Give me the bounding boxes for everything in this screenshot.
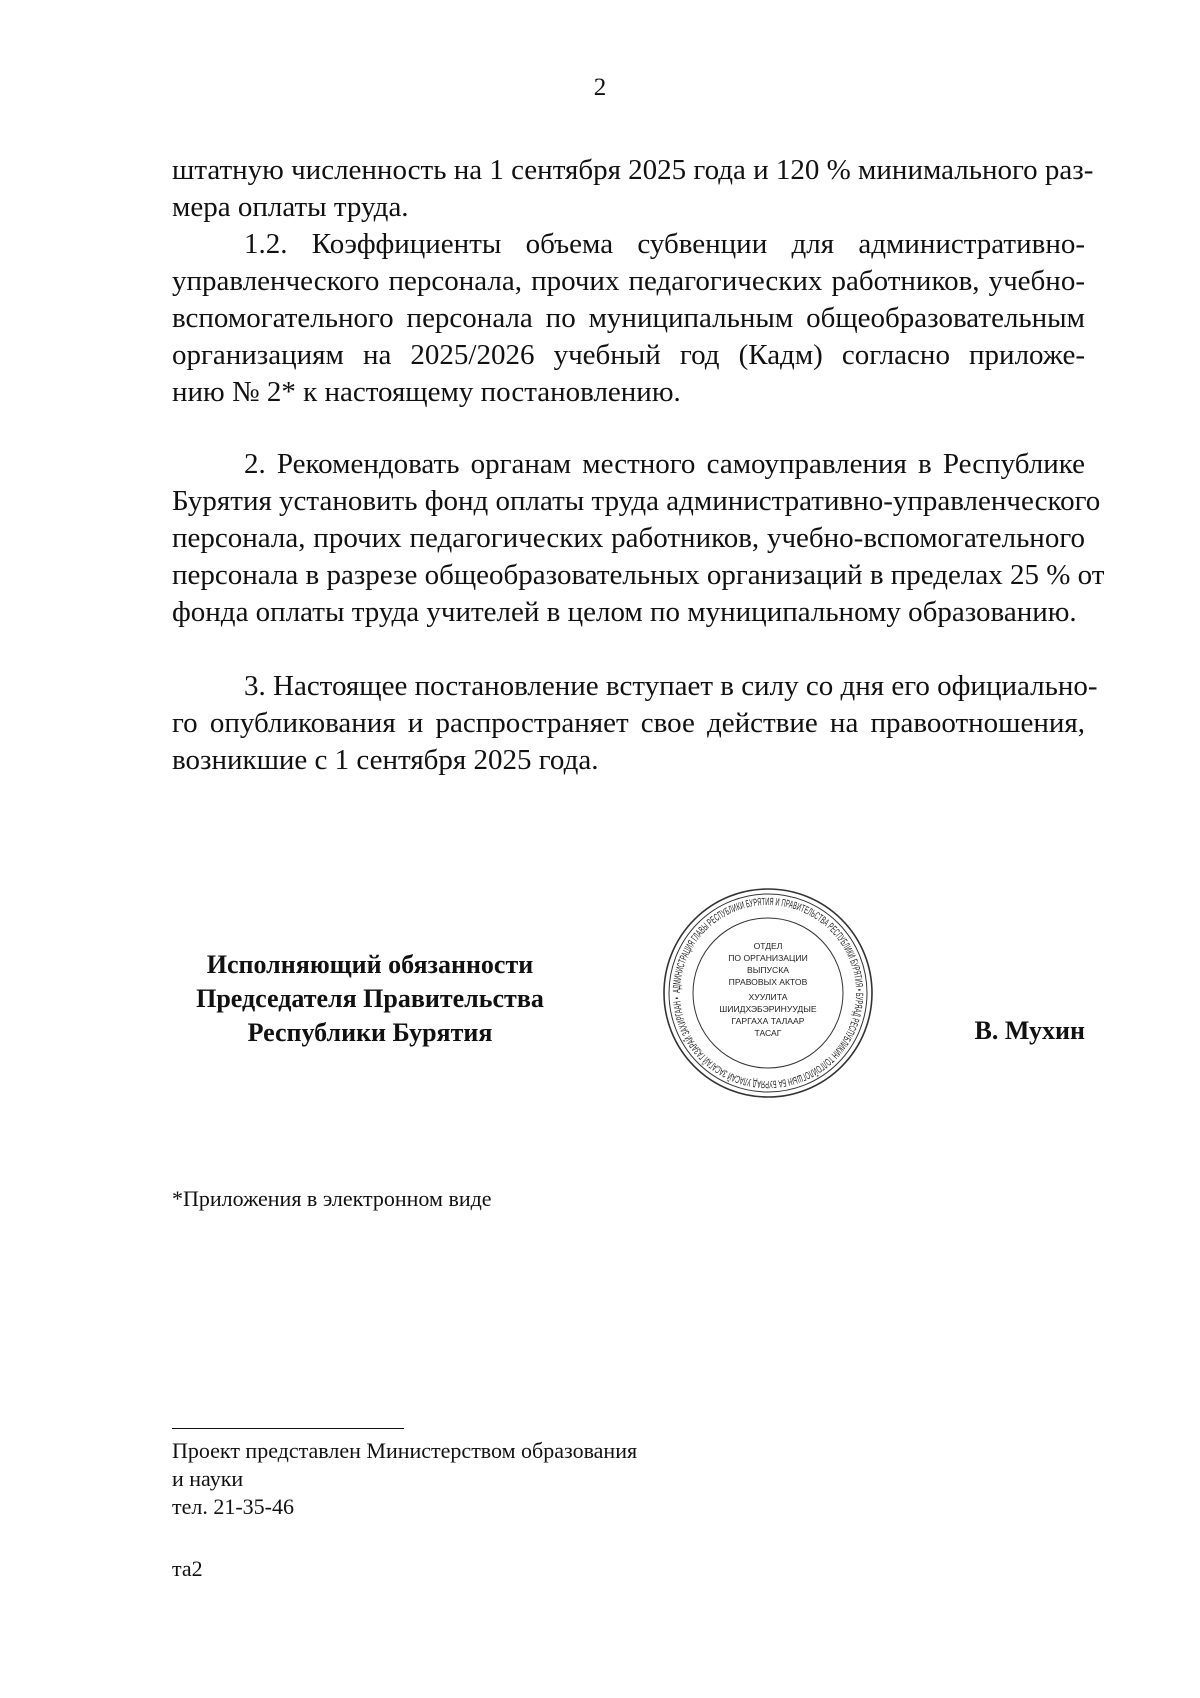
footnote: *Приложения в электронном виде (172, 1186, 492, 1211)
signatory-name: В. Мухин (974, 1016, 1085, 1045)
seal-center-line: ШИИДХЭБЭРИНУУДЫЕ (719, 1004, 817, 1014)
signatory-title-line: Республики Бурятия (247, 1018, 493, 1047)
document-code: та2 (172, 1556, 203, 1581)
signatory-title (160, 948, 580, 1050)
official-seal (660, 885, 876, 1101)
paragraph-line: нию № 2* к настоящему постановлению. (172, 376, 681, 408)
footer-line: Проект представлен Министерством образования (172, 1438, 638, 1463)
seal-center-line: ОТДЕЛ (753, 941, 783, 951)
seal-center-line: ПО ОРГАНИЗАЦИИ (728, 953, 808, 963)
paragraph-line: организациям на 2025/2026 учебный год (Кадм) согласно приложе- (172, 339, 1085, 371)
signatory-title-line: Исполняющий обязанности (206, 950, 534, 979)
paragraph-line: штатную численность на 1 сентября 2025 года и 120 % минимального раз- (172, 154, 1094, 186)
signatory-title-line: Председателя Правительства (196, 984, 544, 1013)
seal-center-line: ВЫПУСКА (747, 965, 789, 975)
paragraph-line: го опубликования и распространяет свое действие на правоотношения, (172, 707, 1085, 739)
footer-line: тел. 21-35-46 (172, 1494, 295, 1519)
paragraph-line: персонала в разрезе общеобразовательных организаций в пределах 25 % от (172, 559, 1105, 591)
footer-divider (172, 1428, 404, 1429)
paragraph-line: возникшие с 1 сентября 2025 года. (172, 744, 599, 776)
paragraph-line: 2. Рекомендовать органам местного самоуправления в Республике (244, 448, 1085, 480)
paragraph-line: вспомогательного персонала по муниципальным общеобразовательным (172, 302, 1085, 334)
seal-center-line: ХУУЛИТА (748, 992, 788, 1002)
seal-center-line: ПРАВОВЫХ АКТОВ (728, 977, 808, 987)
seal-center-line: ТАСАГ (754, 1028, 782, 1038)
footer-line: и науки (172, 1466, 244, 1491)
paragraph-line: 3. Настоящее постановление вступает в силу со дня его официально- (244, 670, 1098, 702)
paragraph-line: 1.2. Коэффициенты объема субвенции для административно- (244, 228, 1085, 260)
paragraph-line: фонда оплаты труда учителей в целом по муниципальному образованию. (172, 596, 1077, 628)
paragraph-line: управленческого персонала, прочих педагогических работников, учебно- (172, 265, 1085, 297)
paragraph-line: мера оплаты труда. (172, 191, 409, 223)
paragraph-line: Бурятия установить фонд оплаты труда административно-управленческого (172, 485, 1101, 517)
seal-ring-text: АДМИНИСТРАЦИЯ ГЛАВЫ РЕСПУБЛИКИ БУРЯТИЯ И ПРАВИТЕЛЬСТВА РЕСПУБЛИКИ БУРЯТИЯ • БУРЯАД РЕСПУБЛИКИН ТОЛГОЙЛОГШЫН БА БУРЯАД УЛАСАЙ ЗАСАГАЙ ГАЗАРАЙ ЗАХИРГААН • (670, 895, 866, 1091)
seal-center-line: ГАРГАХА ТАЛААР (731, 1016, 805, 1026)
page-number: 2 (593, 74, 607, 101)
paragraph-line: персонала, прочих педагогических работников, учебно-вспомогательного (172, 522, 1085, 554)
